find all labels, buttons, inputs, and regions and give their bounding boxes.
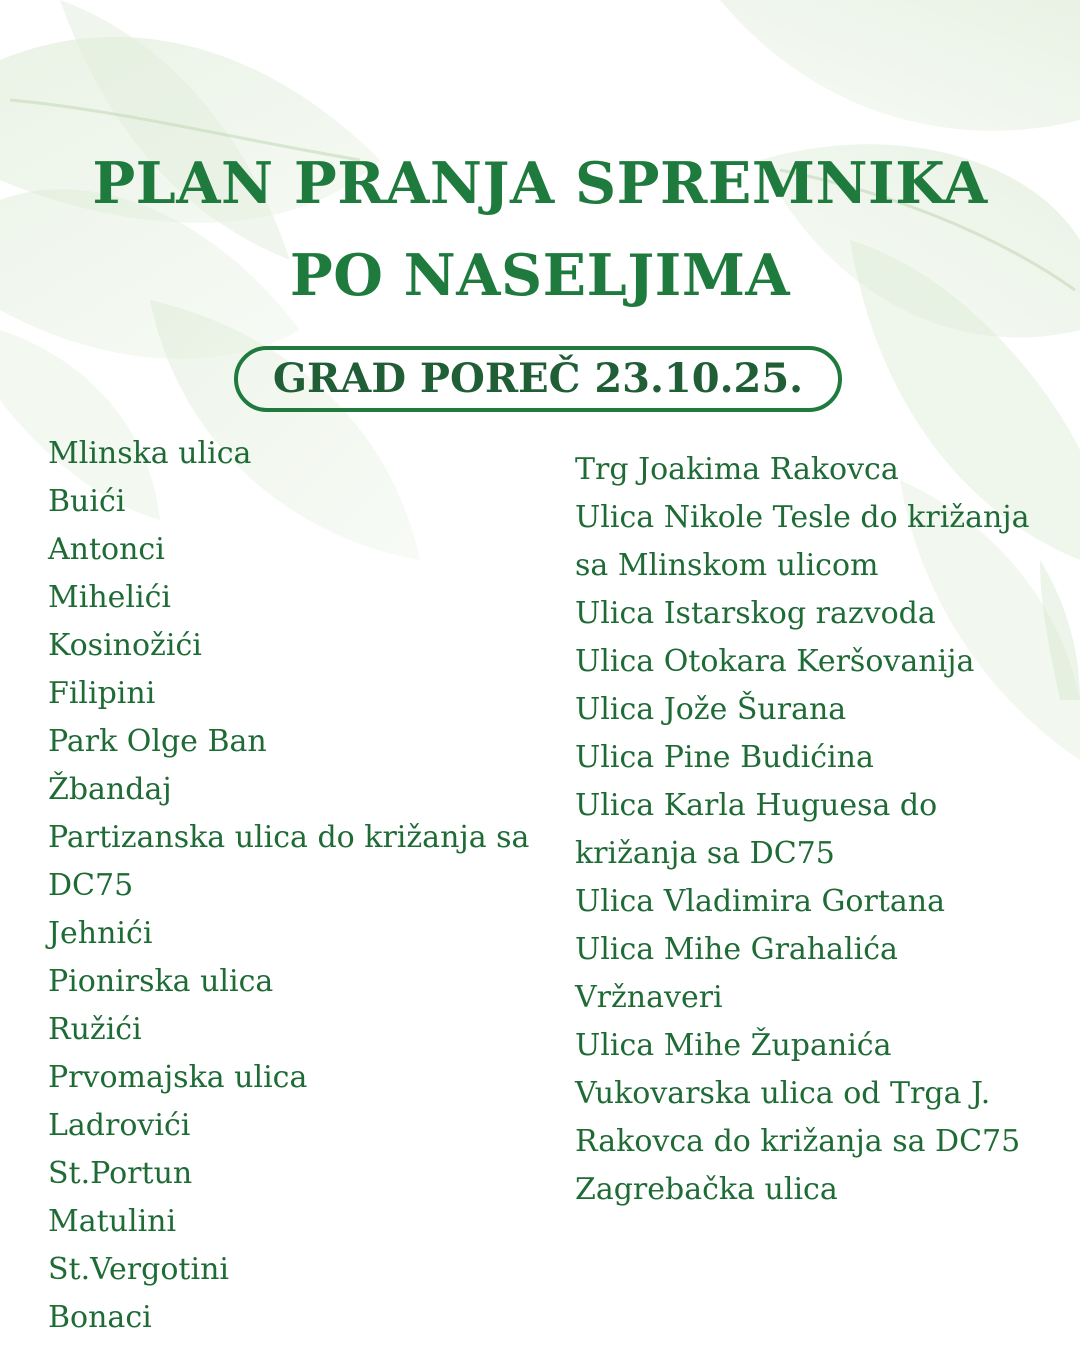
list-item: Pionirska ulica (48, 964, 274, 999)
list-item: Mihelići (48, 580, 171, 615)
list-item: Trg Joakima Rakovca (575, 452, 899, 487)
list-item: sa Mlinskom ulicom (575, 548, 879, 583)
left-street-list (48, 430, 548, 1342)
right-street-list (575, 446, 1055, 1214)
title-line-2: PO NASELJIMA (289, 242, 791, 310)
list-item: Ulica Otokara Keršovanija (575, 644, 975, 679)
list-item: Ulica Istarskog razvoda (575, 596, 936, 631)
list-item: Ladrovići (48, 1108, 191, 1143)
list-item: Buići (48, 484, 126, 519)
list-item: Antonci (48, 532, 165, 567)
list-item: Prvomajska ulica (48, 1060, 308, 1095)
list-item: Vržnaveri (575, 980, 723, 1015)
list-item: Park Olge Ban (48, 724, 267, 759)
list-item: Kosinožići (48, 628, 202, 663)
list-item: Filipini (48, 676, 156, 711)
list-item: Rakovca do križanja sa DC75 (575, 1124, 1021, 1159)
list-item: DC75 (48, 868, 134, 903)
list-item: Ulica Pine Budićina (575, 740, 874, 775)
page-title (0, 138, 1080, 322)
list-item: Ulica Vladimira Gortana (575, 884, 945, 919)
list-item: Bonaci (48, 1300, 152, 1335)
list-item: križanja sa DC75 (575, 836, 835, 871)
list-item: Ulica Nikole Tesle do križanja (575, 500, 1030, 535)
list-item: Ulica Jože Šurana (575, 692, 847, 727)
list-item: Matulini (48, 1204, 177, 1239)
list-item: Žbandaj (48, 772, 172, 807)
date-badge: GRAD POREČ 23.10.25. (234, 346, 842, 412)
list-item: Zagrebačka ulica (575, 1172, 838, 1207)
list-item: Mlinska ulica (48, 436, 252, 471)
list-item: Partizanska ulica do križanja sa (48, 820, 530, 855)
list-item: St.Portun (48, 1156, 193, 1191)
title-line-1: PLAN PRANJA SPREMNIKA (92, 150, 988, 218)
list-item: Ulica Karla Huguesa do (575, 788, 938, 823)
list-item: Jehnići (48, 916, 153, 951)
list-item: Ulica Mihe Grahalića (575, 932, 898, 967)
list-item: St.Vergotini (48, 1252, 229, 1287)
list-item: Vukovarska ulica od Trga J. (575, 1076, 991, 1111)
list-item: Ružići (48, 1012, 142, 1047)
list-item: Ulica Mihe Županića (575, 1028, 892, 1063)
